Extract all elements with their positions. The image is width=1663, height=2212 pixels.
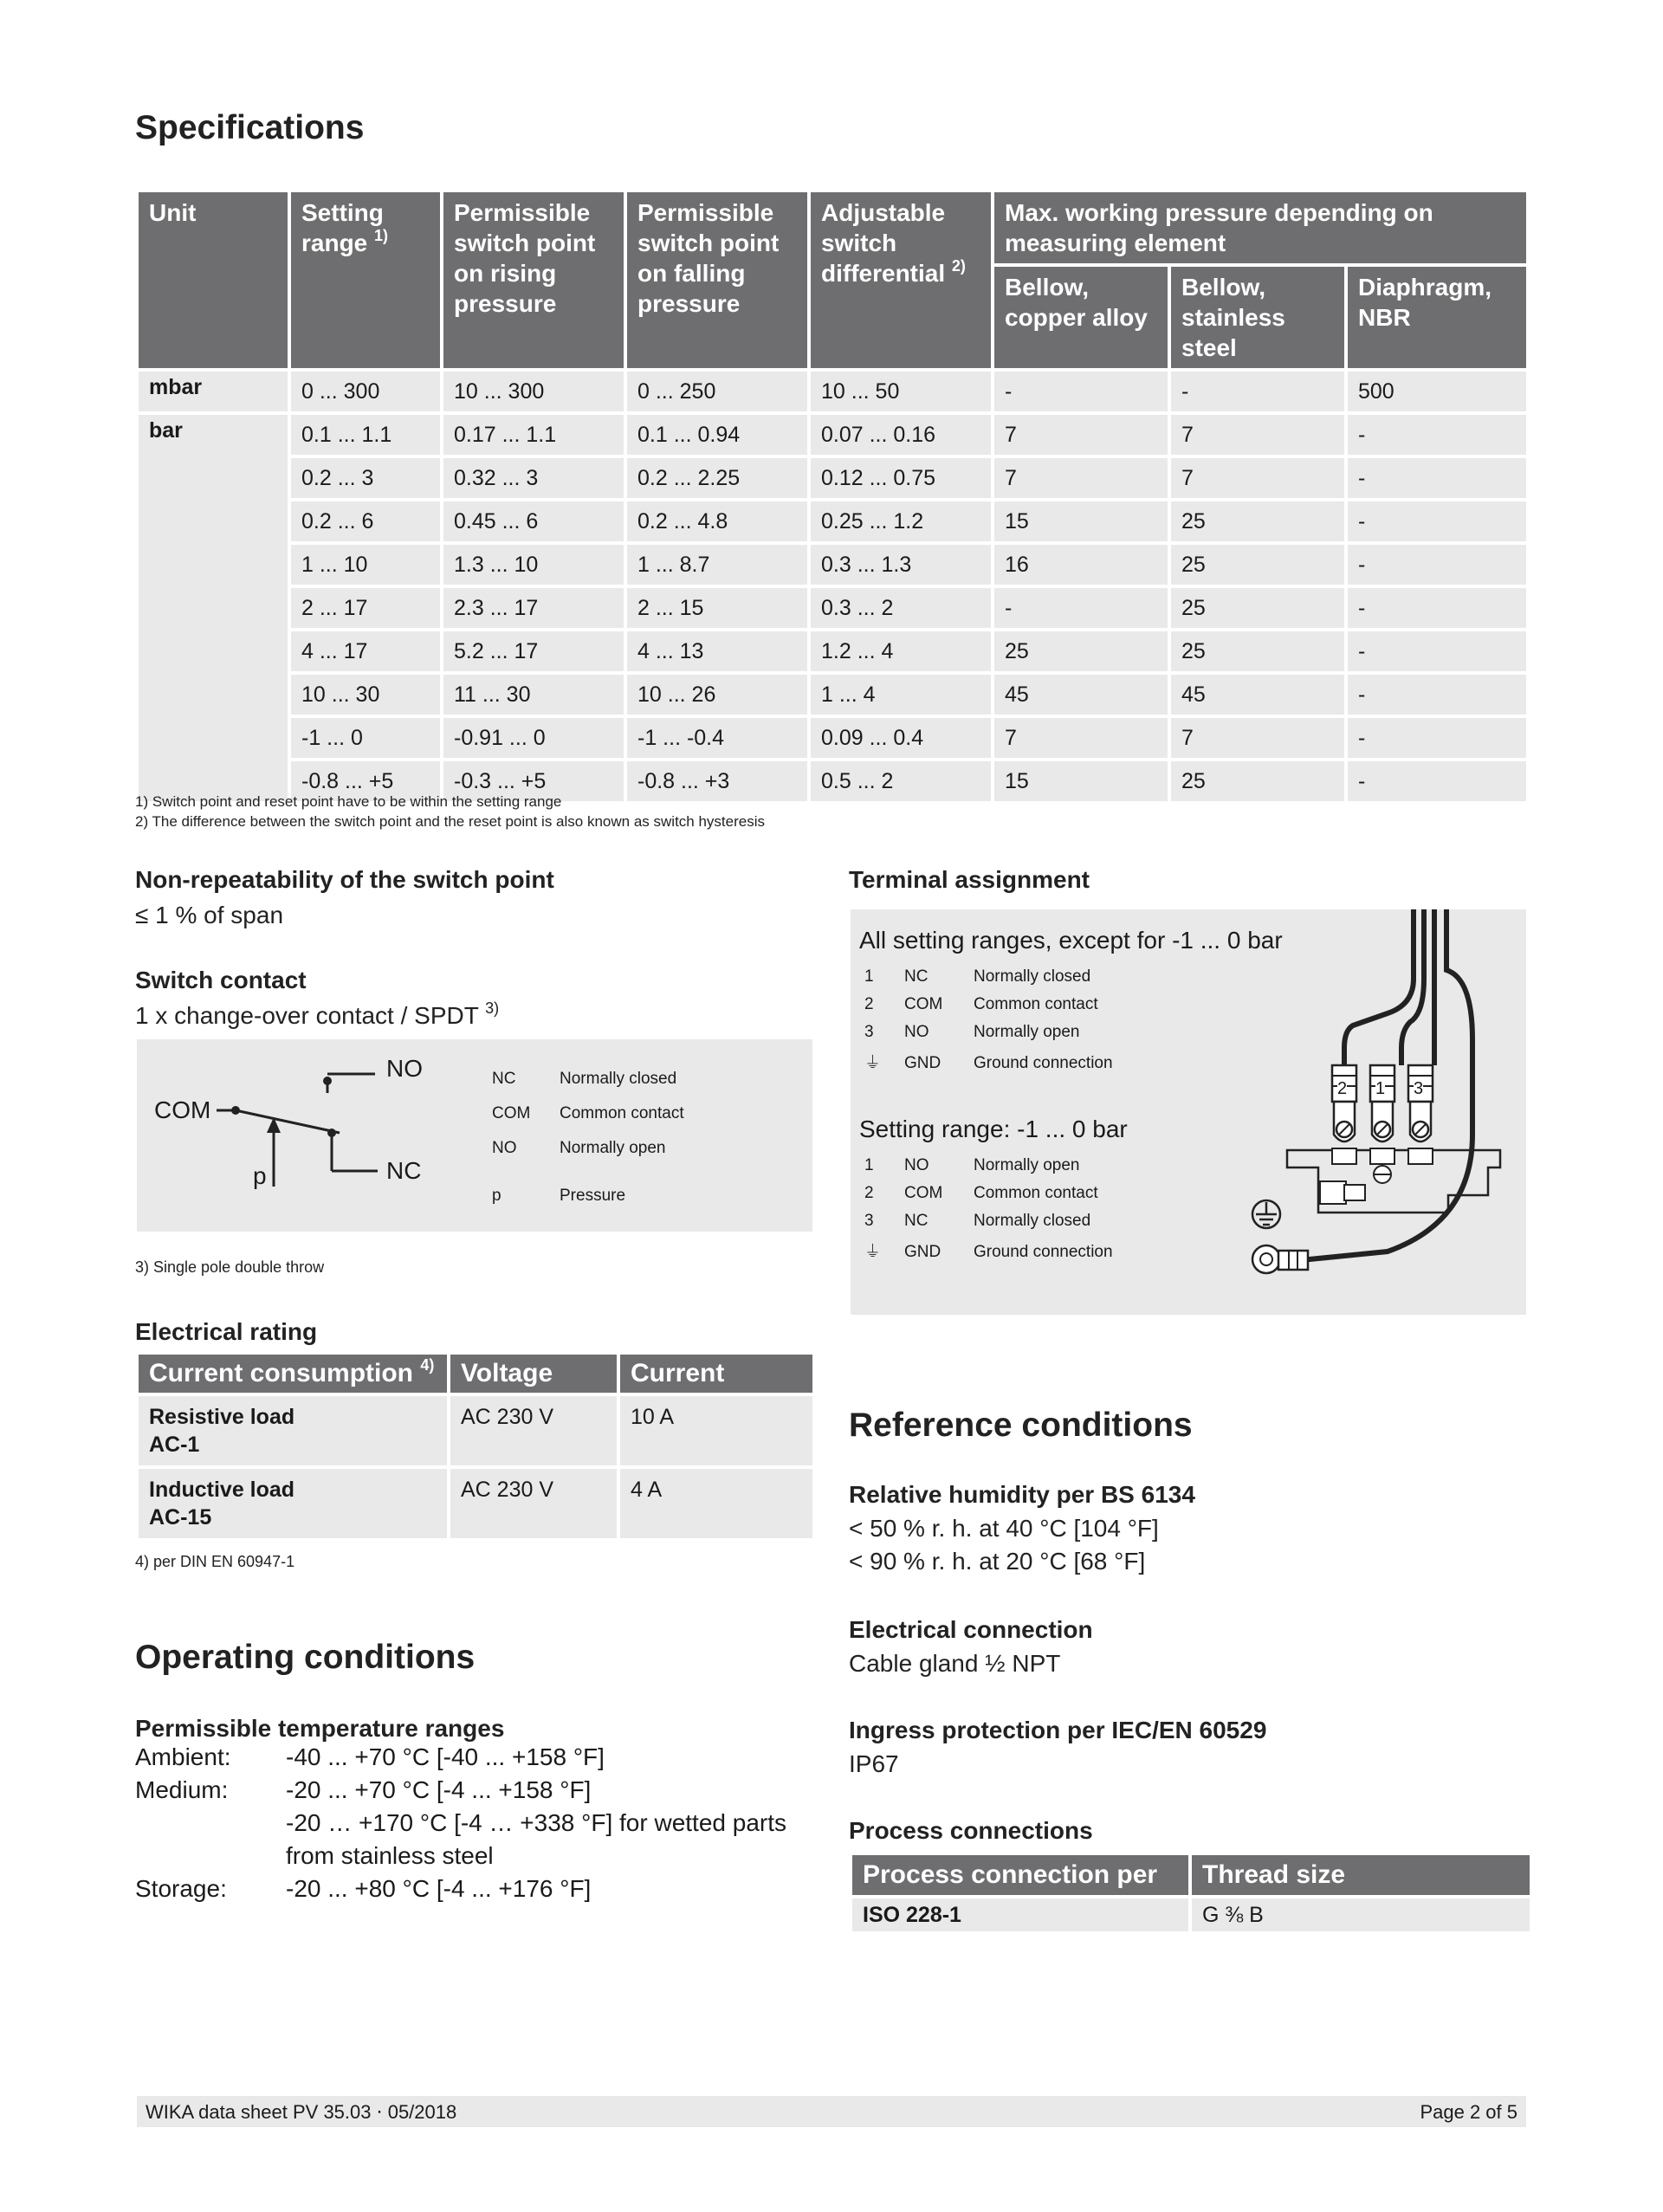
terminal-label-3: 3 <box>1414 1079 1424 1098</box>
humidity-value-2: < 90 % r. h. at 20 °C [68 °F] <box>849 1548 1146 1575</box>
table-cell: 0.45 ... 6 <box>443 501 624 541</box>
unit-cell: mbar <box>139 372 288 411</box>
table-cell: 7 <box>994 458 1168 498</box>
table-cell: 25 <box>1171 501 1344 541</box>
table-row <box>139 501 1526 541</box>
table-cell: 7 <box>994 415 1168 455</box>
terminal-assignment-title: Terminal assignment <box>849 866 1090 893</box>
header-thread-size: Thread size <box>1192 1855 1530 1895</box>
table-cell: 1 ... 8.7 <box>627 545 807 585</box>
table-cell: 0.25 ... 1.2 <box>811 501 991 541</box>
non-repeatability-value: ≤ 1 % of span <box>135 902 284 928</box>
table-cell: 2 ... 15 <box>627 588 807 628</box>
electrical-rating-table <box>135 1351 816 1542</box>
table-cell: 0.3 ... 1.3 <box>811 545 991 585</box>
footer-datasheet: WIKA data sheet PV 35.03 ⋅ 05/2018 <box>146 2101 457 2123</box>
table-cell: 16 <box>994 545 1168 585</box>
table-row <box>139 372 1526 411</box>
table-row: Inductive load AC-15 AC 230 V 4 A <box>139 1469 812 1538</box>
non-repeatability-title: Non-repeatability of the switch point <box>135 866 554 893</box>
table-row <box>139 545 1526 585</box>
operating-conditions-title: Operating conditions <box>135 1639 476 1676</box>
terminal-label-1: 1 <box>1375 1079 1386 1098</box>
table-cell: 25 <box>1171 631 1344 671</box>
table-cell: - <box>1348 631 1526 671</box>
table-cell: 15 <box>994 501 1168 541</box>
table-cell: 1.3 ... 10 <box>443 545 624 585</box>
header-falling: Permissible switch point on falling pressure <box>627 192 807 368</box>
table-cell: 7 <box>1171 718 1344 758</box>
table-cell: 10 ... 30 <box>291 675 440 715</box>
terminal-label-2: 2 <box>1337 1079 1348 1098</box>
table-cell: -1 ... -0.4 <box>627 718 807 758</box>
table-cell: 10 ... 50 <box>811 372 991 411</box>
table-cell: 0.2 ... 3 <box>291 458 440 498</box>
table-row: ISO 228-1 G ⅜ B <box>852 1898 1530 1931</box>
table-cell: - <box>994 372 1168 411</box>
terminal-group2: 1 NO Normally open 2 COM Common contact 3 NC Normally closed ⏚ GND Ground connection <box>864 1155 1113 1270</box>
table-row <box>139 415 1526 455</box>
table-cell: -0.8 ... +3 <box>627 761 807 801</box>
terminal-group2-title: Setting range: -1 ... 0 bar <box>859 1116 1128 1142</box>
header-current: Current <box>620 1355 812 1393</box>
header-max-pressure: Max. working pressure depending on measuring element <box>994 192 1526 263</box>
table-cell: 25 <box>1171 588 1344 628</box>
table-cell: 4 ... 13 <box>627 631 807 671</box>
table-cell: -1 ... 0 <box>291 718 440 758</box>
diagram-label-p: p <box>253 1162 267 1189</box>
header-consumption: Current consumption $^{4)}$ <box>139 1355 447 1393</box>
table-cell: 0 ... 250 <box>627 372 807 411</box>
header-diaphragm: Diaphragm, NBR <box>1348 267 1526 368</box>
ingress-protection-value: IP67 <box>849 1750 899 1777</box>
humidity-title: Relative humidity per BS 6134 <box>849 1481 1195 1508</box>
table-cell: 1 ... 4 <box>811 675 991 715</box>
table-cell: 0.1 ... 1.1 <box>291 415 440 455</box>
table-cell: 45 <box>1171 675 1344 715</box>
table-cell: 25 <box>1171 761 1344 801</box>
table-cell: - <box>1348 415 1526 455</box>
table-cell: 0.3 ... 2 <box>811 588 991 628</box>
table-cell: 1.2 ... 4 <box>811 631 991 671</box>
terminal-panel <box>851 909 1526 1315</box>
table-cell: 0.2 ... 6 <box>291 501 440 541</box>
table-cell: 0.32 ... 3 <box>443 458 624 498</box>
terminal-group1: 1 NC Normally closed 2 COM Common contact 3 NO Normally open ⏚ GND Ground connection <box>864 967 1113 1081</box>
switch-legend: NC Normally closed COM Common contact NO Normally open p Pressure <box>492 1070 684 1205</box>
table-cell: - <box>1348 545 1526 585</box>
page-title: Specifications <box>135 109 365 146</box>
table-cell: - <box>1348 458 1526 498</box>
table-cell: -0.8 ... +5 <box>291 761 440 801</box>
table-row <box>139 631 1526 671</box>
ground-icon: ⏚ <box>864 1243 882 1261</box>
table-row <box>139 588 1526 628</box>
table-row: Resistive load AC-1 AC 230 V 10 A <box>139 1396 812 1465</box>
table-cell: 0.17 ... 1.1 <box>443 415 624 455</box>
table-cell: 25 <box>1171 545 1344 585</box>
table-cell: - <box>994 588 1168 628</box>
diagram-label-nc: NC <box>386 1157 422 1184</box>
header-voltage: Voltage <box>450 1355 617 1393</box>
specifications-table <box>135 189 1530 805</box>
header-rising: Permissible switch point on rising pressure <box>443 192 624 368</box>
table-cell: - <box>1171 372 1344 411</box>
footnote-1: 1) Switch point and reset point have to be within the setting range <box>135 793 562 810</box>
header-bellow-steel: Bellow, stainless steel <box>1171 267 1344 368</box>
switch-contact-panel <box>137 1039 812 1232</box>
electrical-footnote: 4) per DIN EN 60947-1 <box>135 1553 295 1570</box>
diagram-label-com: COM <box>154 1096 211 1123</box>
temperature-ranges: Ambient: -40 ... +70 °C [-40 ... +158 °F] Medium: -20 ... +70 °C [-4 ... +158 °F] -20 … +170 °C [-4 … +338 °F] for wetted parts from stainless steel Storage: -20 ... +80 °C [-4 ... +176 °F] <box>135 1743 786 1902</box>
footer-page-number: Page 2 of 5 <box>1420 2101 1517 2123</box>
diagram-label-no: NO <box>386 1055 423 1082</box>
header-process-connection: Process connection per <box>852 1855 1188 1895</box>
table-cell: 2 ... 17 <box>291 588 440 628</box>
table-cell: 0.12 ... 0.75 <box>811 458 991 498</box>
table-cell: 11 ... 30 <box>443 675 624 715</box>
table-cell: 4 ... 17 <box>291 631 440 671</box>
table-cell: 7 <box>1171 415 1344 455</box>
table-cell: 25 <box>994 631 1168 671</box>
ground-icon: ⏚ <box>864 1054 882 1072</box>
table-cell: 1 ... 10 <box>291 545 440 585</box>
table-cell: 0.1 ... 0.94 <box>627 415 807 455</box>
table-cell: - <box>1348 761 1526 801</box>
table-cell: 15 <box>994 761 1168 801</box>
table-cell: 10 ... 300 <box>443 372 624 411</box>
table-cell: 7 <box>994 718 1168 758</box>
electrical-rating-title: Electrical rating <box>135 1318 318 1345</box>
terminal-block-diagram-icon <box>1249 909 1526 1315</box>
table-cell: -0.91 ... 0 <box>443 718 624 758</box>
table-cell: 0 ... 300 <box>291 372 440 411</box>
ingress-protection-title: Ingress protection per IEC/EN 60529 <box>849 1717 1267 1743</box>
spec-footnotes <box>135 792 765 831</box>
electrical-connection-value: Cable gland ½ NPT <box>849 1650 1061 1677</box>
table-cell: 0.09 ... 0.4 <box>811 718 991 758</box>
terminal-group1-title: All setting ranges, except for -1 ... 0 bar <box>859 927 1283 954</box>
table-cell: 5.2 ... 17 <box>443 631 624 671</box>
footer-bar <box>137 2096 1526 2127</box>
table-cell: - <box>1348 718 1526 758</box>
table-cell: - <box>1348 588 1526 628</box>
table-cell: 45 <box>994 675 1168 715</box>
temperature-ranges-title: Permissible temperature ranges <box>135 1715 505 1742</box>
table-cell: 10 ... 26 <box>627 675 807 715</box>
table-cell: 7 <box>1171 458 1344 498</box>
unit-cell: bar <box>139 415 288 801</box>
switch-contact-value: 1 x change-over contact / SPDT $^{3)}$ <box>135 999 500 1029</box>
table-row <box>139 675 1526 715</box>
table-cell: 0.2 ... 2.25 <box>627 458 807 498</box>
table-cell: - <box>1348 675 1526 715</box>
electrical-connection-title: Electrical connection <box>849 1616 1093 1643</box>
table-cell: 500 <box>1348 372 1526 411</box>
table-cell: -0.3 ... +5 <box>443 761 624 801</box>
table-cell: 2.3 ... 17 <box>443 588 624 628</box>
table-cell: 0.5 ... 2 <box>811 761 991 801</box>
table-cell: 0.2 ... 4.8 <box>627 501 807 541</box>
process-connections-title: Process connections <box>849 1817 1093 1844</box>
header-setting-range: Setting range $^{1)}$ <box>291 192 440 368</box>
table-cell: 0.07 ... 0.16 <box>811 415 991 455</box>
header-unit: Unit <box>139 192 288 368</box>
table-row <box>139 718 1526 758</box>
process-connections-table <box>849 1852 1533 1935</box>
humidity-value-1: < 50 % r. h. at 40 °C [104 °F] <box>849 1515 1159 1542</box>
footnote-2: 2) The difference between the switch point and the reset point is also known as switch hysteresis <box>135 813 765 830</box>
reference-conditions-title: Reference conditions <box>849 1407 1193 1444</box>
header-differential: Adjustable switch differential $^{2)}$ <box>811 192 991 368</box>
table-row <box>139 458 1526 498</box>
header-bellow-copper: Bellow, copper alloy <box>994 267 1168 368</box>
switch-contact-title: Switch contact <box>135 967 307 993</box>
switch-footnote: 3) Single pole double throw <box>135 1258 325 1276</box>
table-cell: - <box>1348 501 1526 541</box>
